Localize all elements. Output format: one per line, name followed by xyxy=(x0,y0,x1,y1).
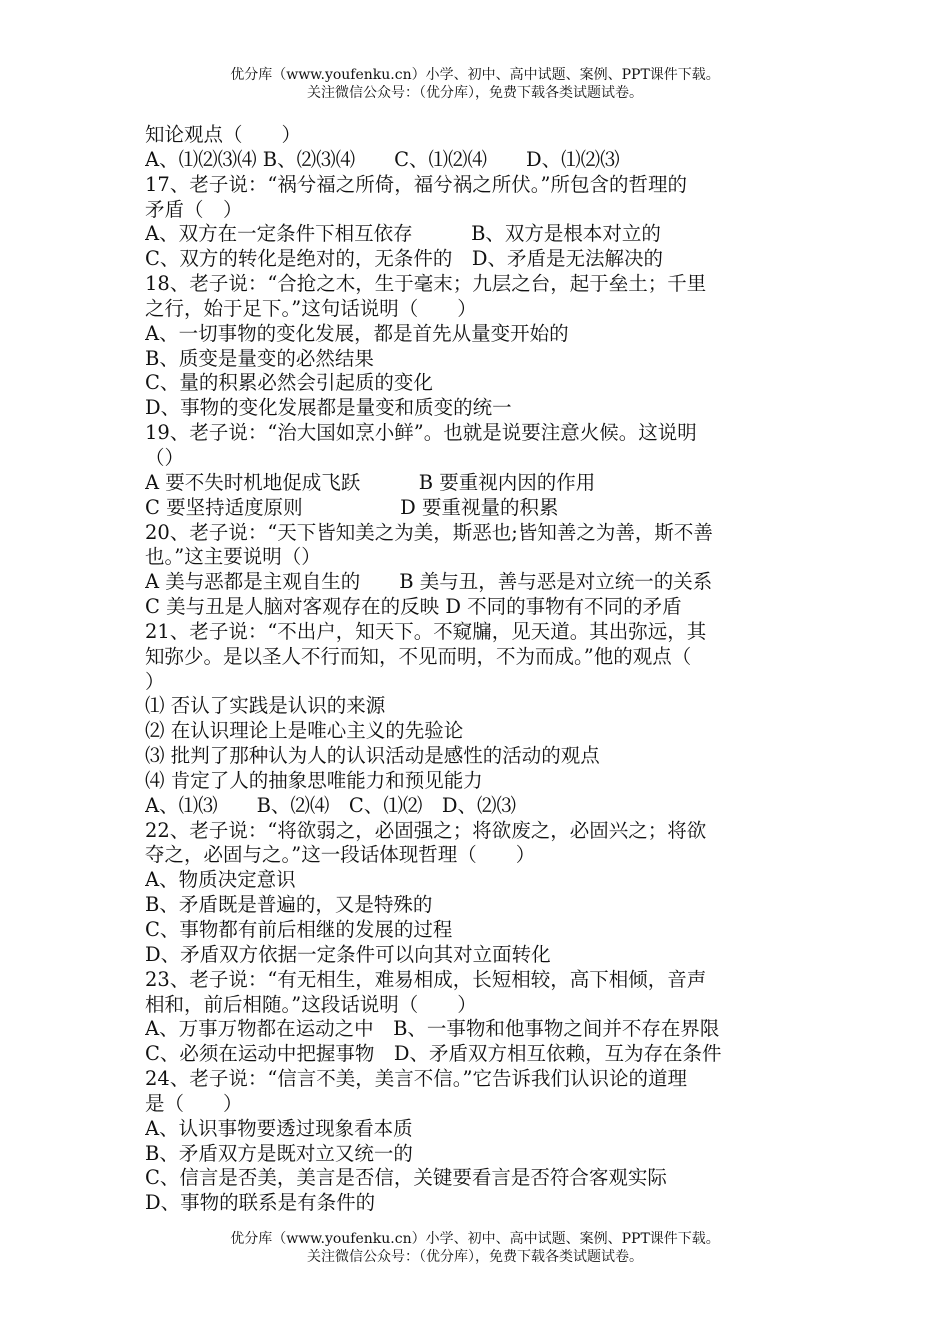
text-line: 19、老子说：“治大国如烹小鲜”。也就是说要注意火候。这说明 xyxy=(145,421,697,445)
text-line: C、必须在运动中把握事物 D、矛盾双方相互依赖，互为存在条件 xyxy=(145,1042,722,1066)
text-line: 是（ ） xyxy=(145,1091,243,1115)
text-line: B、质变是量变的必然结果 xyxy=(145,346,374,370)
text-line: 知弥少。是以圣人不行而知，不见而明，不为而成。”他的观点（ xyxy=(145,644,692,668)
text-line: ） xyxy=(145,669,165,693)
text-line: A、⑴⑶ B、⑵⑷ C、⑴⑵ D、⑵⑶ xyxy=(145,793,516,817)
page-footer xyxy=(0,1230,950,1266)
text-line: C、量的积累必然会引起质的变化 xyxy=(145,371,433,395)
text-line: A、双方在一定条件下相互依存 B、双方是根本对立的 xyxy=(145,222,661,246)
text-line: A 美与恶都是主观自生的 B 美与丑，善与恶是对立统一的关系 xyxy=(145,570,713,594)
text-line: 21、老子说：“不出户，知天下。不窥牖，见天道。其出弥远，其 xyxy=(145,619,707,643)
text-line: 20、老子说：“天下皆知美之为美，斯恶也;皆知善之为善，斯不善 xyxy=(145,520,713,544)
text-line: A 要不失时机地促成飞跃 B 要重视内因的作用 xyxy=(145,470,596,494)
page-header xyxy=(0,66,950,102)
text-line: D、事物的联系是有条件的 xyxy=(145,1191,376,1215)
text-line: 22、老子说：“将欲弱之，必固强之；将欲废之，必固兴之；将欲 xyxy=(145,818,707,842)
text-line: C 美与丑是人脑对客观存在的反映 D 不同的事物有不同的矛盾 xyxy=(145,595,682,619)
text-line: ⑵ 在认识理论上是唯心主义的先验论 xyxy=(145,719,464,743)
text-line: 相和，前后相随。”这段话说明（ ） xyxy=(145,992,477,1016)
footer-line-1: 优分库（www.youfenku.cn）小学、初中、高中试题、案例、PPT课件下载。 xyxy=(230,1231,720,1247)
text-line: A、⑴⑵⑶⑷ B、⑵⑶⑷ C、⑴⑵⑷ D、⑴⑵⑶ xyxy=(145,147,620,171)
text-line: 知论观点（ ） xyxy=(145,123,302,146)
text-line: C、事物都有前后相继的发展的过程 xyxy=(145,918,453,941)
text-line: D、事物的变化发展都是量变和质变的统一 xyxy=(145,396,512,420)
text-line: C、信言是否美，美言是否信，关键要看言是否符合客观实际 xyxy=(145,1166,667,1190)
text-line: B、矛盾双方是既对立又统一的 xyxy=(145,1141,413,1165)
text-line: 矛盾（ ） xyxy=(145,197,243,221)
text-line: 18、老子说：“合抢之木，生于毫末；九层之台，起于垒土；千里 xyxy=(145,272,707,296)
header-line-1: 优分库（www.youfenku.cn）小学、初中、高中试题、案例、PPT课件下载。 xyxy=(230,67,720,83)
text-line: 之行，始于足下。”这句话说明（ ） xyxy=(145,296,477,320)
text-line: A、物质决定意识 xyxy=(145,868,296,892)
text-line: 23、老子说：“有无相生，难易相成，长短相较，高下相倾，音声 xyxy=(145,967,707,991)
footer-line-2: 关注微信公众号：（优分库），免费下载各类试题试卷。 xyxy=(307,1249,643,1265)
text-line: A、认识事物要透过现象看本质 xyxy=(145,1116,413,1140)
text-line: 24、老子说：“信言不美，美言不信。”它告诉我们认识论的道理 xyxy=(145,1067,688,1091)
text-line: B、矛盾既是普遍的，又是特殊的 xyxy=(145,893,433,917)
text-line: C、双方的转化是绝对的，无条件的 D、矛盾是无法解决的 xyxy=(145,247,664,271)
text-line: A、一切事物的变化发展，都是首先从量变开始的 xyxy=(145,321,569,345)
text-line: C 要坚持适度原则 D 要重视量的积累 xyxy=(145,495,559,519)
text-line: ⑶ 批判了那种认为人的认识活动是感性的活动的观点 xyxy=(145,744,600,768)
text-line: ⑷ 肯定了人的抽象思唯能力和预见能力 xyxy=(145,768,483,792)
header-line-2: 关注微信公众号：（优分库），免费下载各类试题试卷。 xyxy=(307,85,643,101)
text-line: （） xyxy=(145,445,185,469)
text-line: 17、老子说：“祸兮福之所倚，福兮祸之所伏。”所包含的哲理的 xyxy=(145,172,688,196)
text-line: 夺之，必固与之。”这一段话体现哲理（ ） xyxy=(145,843,536,867)
text-line: 也。”这主要说明（） xyxy=(145,545,321,569)
text-line: ⑴ 否认了实践是认识的来源 xyxy=(145,694,386,718)
text-line: A、万事万物都在运动之中 B、一事物和他事物之间并不存在界限 xyxy=(145,1017,720,1041)
text-line: D、矛盾双方依据一定条件可以向其对立面转化 xyxy=(145,942,551,966)
question-text-body xyxy=(145,123,810,1216)
